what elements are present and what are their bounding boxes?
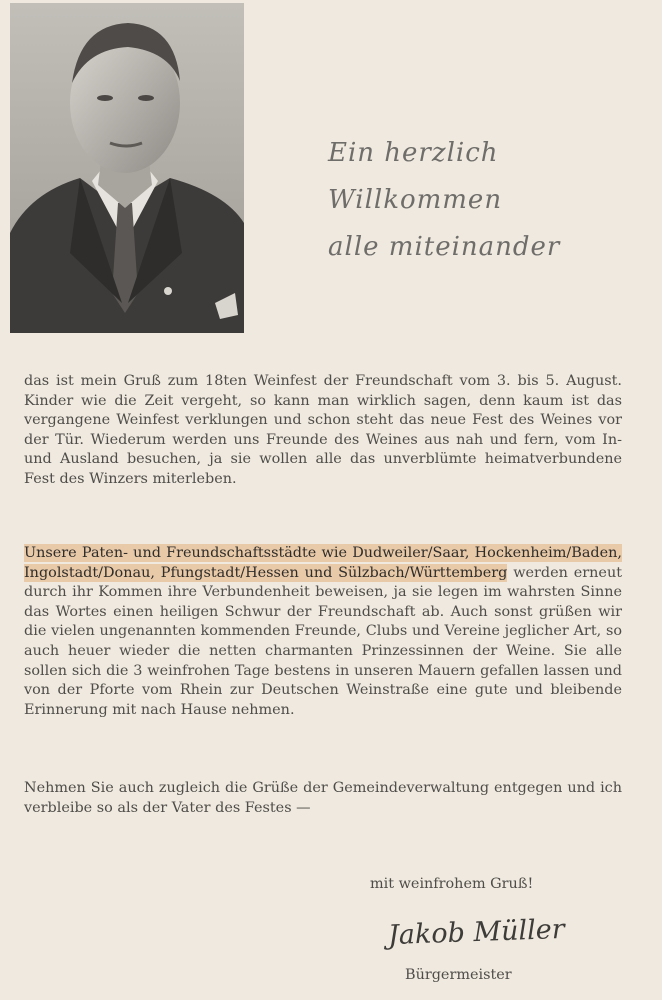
portrait-illustration <box>10 3 244 333</box>
highlighted-partner-cities: Unsere Paten- und Freundschaftsstädte wie Dudweiler/Saar, Hockenheim/Baden, Ingolstadt/Donau, Pfungstadt/Hessen und Sülzbach/Württemberg <box>24 545 622 581</box>
letter-paragraph-2-rest: werden erneut durch ihr Kommen ihre Verbundenheit beweisen, ja sie legen im wahrsten Sinne das Wortes einen heiligen Schwur der Freundschaft ab. Auch sonst grüßen wir die vielen ungenannten kommenden Freunde, Clubs und Vereine jeglicher Art, so auch heuer wieder die netten charmanten Prinzessinnen der Weine. Sie alle sollen sich die 3 weinfrohen Tage bestens in unseren Mauern gefallen lassen und von der Pforte vom Rhein zur Deutschen Weinstraße eine gute und bleibende Erinnerung mit nach Hause nehmen. <box>24 564 622 718</box>
letter-paragraph-2 <box>24 544 622 720</box>
letter-paragraph-3: Nehmen Sie auch zugleich die Grüße der Gemeindeverwaltung entgegen und ich verbleibe so als der Vater des Festes — <box>24 780 622 816</box>
portrait-photo <box>10 3 244 333</box>
greeting-line-2: Willkommen <box>328 185 503 215</box>
greeting-line-1: Ein herzlich <box>328 138 499 168</box>
greeting-line-3: alle miteinander <box>328 232 561 262</box>
letter-paragraph-1: das ist mein Gruß zum 18ten Weinfest der Freundschaft vom 3. bis 5. August. Kinder wie die Zeit vergeht, so kann man wirklich sagen, denn kaum ist das vergangene Weinfest verklungen und schon steht das neue Fest des Weines vor der Tür. Wiederum werden uns Freunde des Weines aus nah und fern, vom In- und Ausland besuchen, ja sie wollen alle das unverblümte heimatverbundene Fest des Winzers miterleben. <box>24 373 622 487</box>
greeting-heading <box>328 130 560 271</box>
closing-line: mit weinfrohem Gruß! <box>370 876 534 892</box>
signature: Jakob Müller <box>387 913 566 952</box>
signer-title: Bürgermeister <box>405 967 512 983</box>
